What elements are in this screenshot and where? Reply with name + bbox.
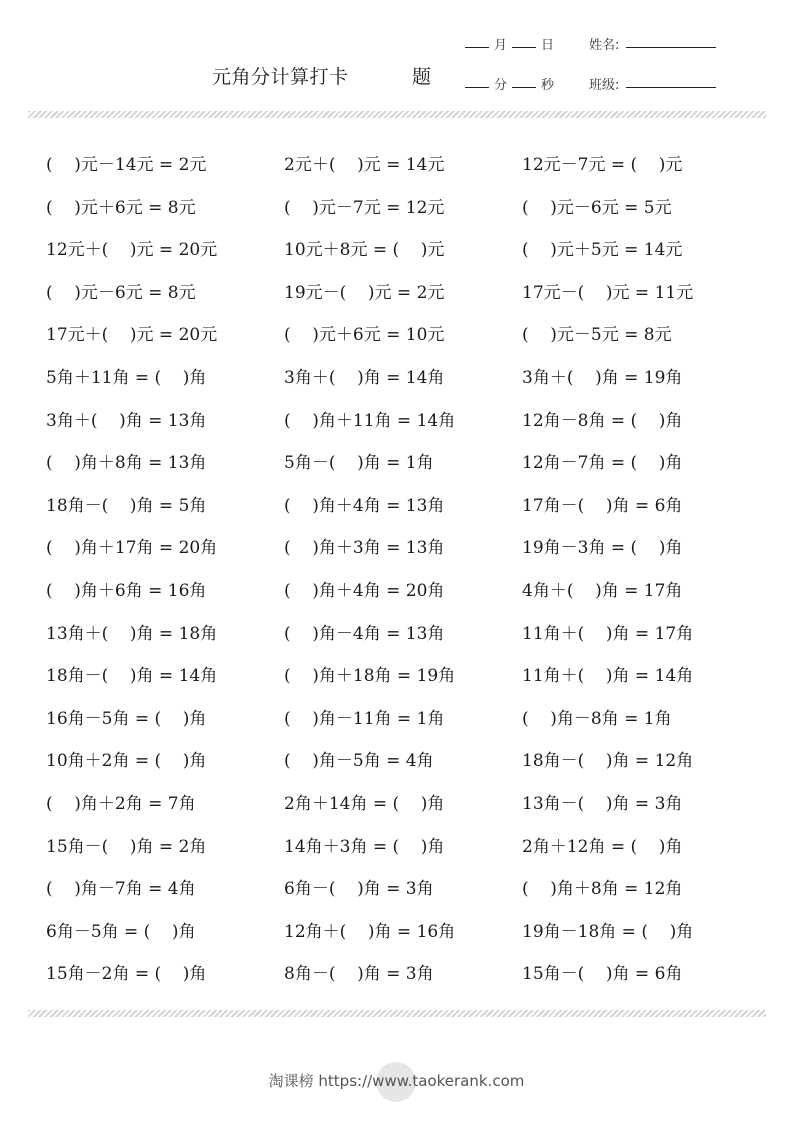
- problem-item: 3角＋( )角 = 14角: [284, 367, 445, 388]
- problem-item: ( )角－8角 = 1角: [522, 708, 672, 729]
- problem-item: 19元－( )元 = 2元: [284, 282, 445, 303]
- problem-item: 19角－3角 = ( )角: [522, 538, 683, 559]
- problem-item: ( )元＋5元 = 14元: [522, 240, 683, 261]
- name-field[interactable]: [626, 47, 716, 48]
- name-label: 姓名:: [589, 38, 620, 53]
- problem-item: 18角－( )角 = 5角: [46, 495, 207, 516]
- problem-item: 12角－8角 = ( )角: [522, 410, 683, 431]
- problem-item: ( )元－7元 = 12元: [284, 197, 445, 218]
- problem-item: ( )角＋3角 = 13角: [284, 538, 445, 559]
- problem-item: ( )角＋8角 = 12角: [522, 879, 683, 900]
- problem-item: ( )角＋18角 = 19角: [284, 666, 456, 687]
- title-suffix: 题: [412, 66, 432, 88]
- problem-item: 10角＋2角 = ( )角: [46, 751, 207, 772]
- problem-item: 11角＋( )角 = 14角: [522, 666, 694, 687]
- problem-item: 17角－( )角 = 6角: [522, 495, 683, 516]
- problem-item: ( )角＋17角 = 20角: [46, 538, 218, 559]
- day-label: 日: [541, 38, 555, 53]
- problem-item: 19角－18角 = ( )角: [522, 921, 694, 942]
- problem-item: ( )角＋4角 = 13角: [284, 495, 445, 516]
- problem-item: 15角－( )角 = 2角: [46, 836, 207, 857]
- day-blank[interactable]: [512, 47, 536, 48]
- problem-item: ( )角－11角 = 1角: [284, 708, 445, 729]
- second-blank[interactable]: [512, 87, 536, 88]
- problem-item: 6角－5角 = ( )角: [46, 921, 196, 942]
- month-blank[interactable]: [465, 47, 489, 48]
- worksheet-title: 元角分计算打卡: [212, 66, 349, 88]
- problem-item: 15角－( )角 = 6角: [522, 964, 683, 985]
- problem-item: 12角－7角 = ( )角: [522, 453, 683, 474]
- problem-item: ( )角＋4角 = 20角: [284, 580, 445, 601]
- problem-item: 12元＋( )元 = 20元: [46, 240, 218, 261]
- problem-item: ( )元－14元 = 2元: [46, 155, 207, 175]
- problem-item: ( )角－5角 = 4角: [284, 751, 434, 772]
- problem-item: 6角－( )角 = 3角: [284, 879, 434, 900]
- problem-item: 8角－( )角 = 3角: [284, 964, 434, 985]
- second-label: 秒: [541, 78, 555, 93]
- problem-item: ( )元＋6元 = 8元: [46, 197, 196, 218]
- problem-item: 11角＋( )角 = 17角: [522, 623, 694, 644]
- problem-item: 16角－5角 = ( )角: [46, 708, 207, 729]
- problem-item: 4角＋( )角 = 17角: [522, 580, 683, 601]
- problem-item: 14角＋3角 = ( )角: [284, 836, 445, 857]
- worksheet-header: [0, 0, 793, 110]
- problem-item: ( )角＋2角 = 7角: [46, 793, 196, 814]
- problem-item: ( )元＋6元 = 10元: [284, 325, 445, 346]
- problem-item: 18角－( )角 = 14角: [46, 666, 218, 687]
- problem-item: ( )角－4角 = 13角: [284, 623, 445, 644]
- class-label: 班级:: [589, 78, 620, 93]
- problem-item: 2元＋( )元 = 14元: [284, 155, 445, 175]
- problem-item: 5角－( )角 = 1角: [284, 453, 434, 474]
- problem-item: 12角＋( )角 = 16角: [284, 921, 456, 942]
- minute-blank[interactable]: [465, 87, 489, 88]
- problem-item: 13角－( )角 = 3角: [522, 793, 683, 814]
- problem-item: 2角＋14角 = ( )角: [284, 793, 445, 814]
- problem-item: ( )元－5元 = 8元: [522, 325, 672, 346]
- problem-item: ( )元－6元 = 5元: [522, 197, 672, 218]
- bottom-divider: [28, 1010, 766, 1017]
- problem-item: 12元－7元 = ( )元: [522, 155, 683, 175]
- problem-grid: [46, 144, 766, 996]
- problem-item: 3角＋( )角 = 19角: [522, 367, 683, 388]
- problem-item: ( )角＋6角 = 16角: [46, 580, 207, 601]
- problem-item: 17元－( )元 = 11元: [522, 282, 694, 303]
- problem-item: ( )角－7角 = 4角: [46, 879, 196, 900]
- month-label: 月: [494, 38, 508, 53]
- problem-item: ( )角＋11角 = 14角: [284, 410, 456, 431]
- problem-item: 3角＋( )角 = 13角: [46, 410, 207, 431]
- minute-label: 分: [494, 78, 508, 93]
- problem-item: 5角＋11角 = ( )角: [46, 367, 207, 388]
- problem-item: 17元＋( )元 = 20元: [46, 325, 218, 346]
- problem-item: 13角＋( )角 = 18角: [46, 623, 218, 644]
- problem-item: 10元＋8元 = ( )元: [284, 240, 445, 261]
- problem-item: ( )元－6元 = 8元: [46, 282, 196, 303]
- footer-source: 淘课榜 https://www.taokerank.com: [268, 1072, 525, 1090]
- problem-item: 15角－2角 = ( )角: [46, 964, 207, 985]
- top-divider: [28, 111, 766, 118]
- problem-item: ( )角＋8角 = 13角: [46, 453, 207, 474]
- problem-item: 18角－( )角 = 12角: [522, 751, 694, 772]
- problem-item: 2角＋12角 = ( )角: [522, 836, 683, 857]
- class-field[interactable]: [626, 87, 716, 88]
